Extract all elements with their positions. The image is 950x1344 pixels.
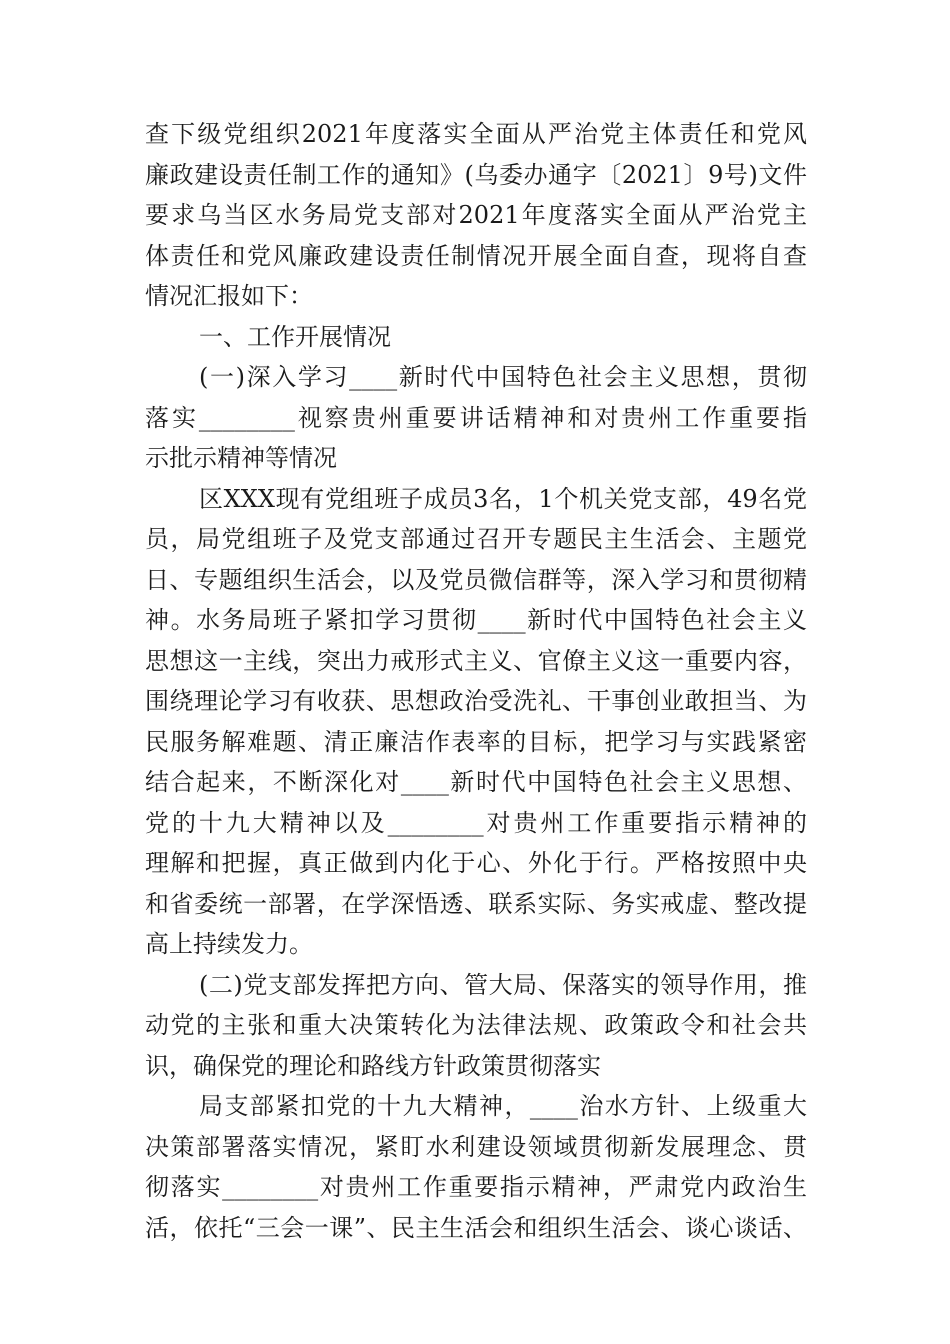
body-text-line: 动党的主张和重大决策转化为法律法规、政策政令和社会共 xyxy=(145,1011,807,1039)
body-text-line: 体责任和党风廉政建设责任制情况开展全面自查，现将自查 xyxy=(145,241,807,270)
body-text-line: 党的十九大精神以及________对贵州工作重要指示精神的 xyxy=(145,808,807,837)
body-text-line: 情况汇报如下： xyxy=(145,282,313,310)
body-text-line: 要求乌当区水务局党支部对2021年度落实全面从严治党主 xyxy=(145,201,807,229)
body-text-line: 决策部署落实情况，紧盯水利建设领域贯彻新发展理念、贯 xyxy=(145,1132,807,1161)
body-text-line: 彻落实________对贵州工作重要指示精神，严肃党内政治生 xyxy=(145,1173,807,1201)
body-text-line: 示批示精神等情况 xyxy=(145,444,337,472)
body-text-line: 员，局党组班子及党支部通过召开专题民主生活会、主题党 xyxy=(145,525,807,553)
body-text-line: 局支部紧扣党的十九大精神，____治水方针、上级重大 xyxy=(199,1092,807,1120)
body-text-line: 一、工作开展情况 xyxy=(199,322,391,351)
body-text-line: 民服务解难题、清正廉洁作表率的目标，把学习与实践紧密 xyxy=(145,727,807,756)
body-text-line: 结合起来，不断深化对____新时代中国特色社会主义思想、 xyxy=(145,768,807,796)
body-text-line: 高上持续发力。 xyxy=(145,930,313,958)
body-text-line: 活，依托“三会一课”、民主生活会和组织生活会、谈心谈话、 xyxy=(145,1213,807,1242)
body-text-line: 围绕理论学习有收获、思想政治受洗礼、干事创业敢担当、为 xyxy=(145,687,807,715)
body-text-line: 日、专题组织生活会，以及党员微信群等，深入学习和贯彻精 xyxy=(145,565,807,594)
document-body xyxy=(145,114,807,1248)
body-text-line: 区XXX现有党组班子成员3名，1个机关党支部，49名党 xyxy=(199,484,807,513)
body-text-line: 落实________视察贵州重要讲话精神和对贵州工作重要指 xyxy=(145,403,807,432)
body-text-line: 查下级党组织2021年度落实全面从严治党主体责任和党风 xyxy=(145,120,807,148)
body-text-line: 和省委统一部署，在学深悟透、联系实际、务实戒虚、整改提 xyxy=(145,889,807,918)
body-text-line: 思想这一主线，突出力戒形式主义、官僚主义这一重要内容， xyxy=(145,646,807,675)
body-text-line: 廉政建设责任制工作的通知》(乌委办通字〔2021〕9号)文件 xyxy=(145,160,807,189)
body-text-line: 神。水务局班子紧扣学习贯彻____新时代中国特色社会主义 xyxy=(145,606,807,634)
body-text-line: (一)深入学习____新时代中国特色社会主义思想，贯彻 xyxy=(199,363,807,391)
body-text-line: 理解和把握，真正做到内化于心、外化于行。严格按照中央 xyxy=(145,849,807,877)
body-text-line: 识，确保党的理论和路线方针政策贯彻落实 xyxy=(145,1051,601,1080)
body-text-line: (二)党支部发挥把方向、管大局、保落实的领导作用，推 xyxy=(199,970,807,999)
